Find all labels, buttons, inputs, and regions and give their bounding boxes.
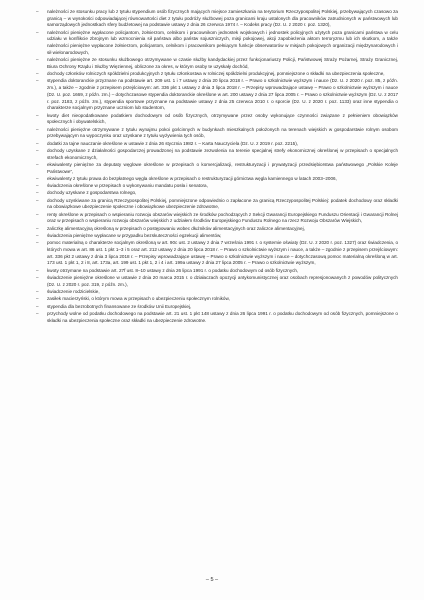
list-item: – świadczenia pieniężne wypłacane w przypadku bezskuteczności egzekucji alimentów, — [36, 233, 398, 240]
list-item: – ekwiwalenty z tytułu prawa do bezpłatnego węgla określone w przepisach o restrukturyzacji górnictwa węgla kamiennego w latach 2003–2006, — [36, 176, 398, 183]
list-item: – należności pieniężne ze stosunku służbowego otrzymywane w czasie służby kandydackiej przez funkcjonariuszy Policji, Państwowej Straży Pożarnej, Straży Granicznej, Biura Ochrony Rządu i Służby Więziennej, obliczone za okres, w którym osoby te uzyskały dochód, — [36, 57, 398, 70]
page-number: – 5 – — [205, 577, 219, 583]
list-item: – zaliczkę alimentacyjną określoną w przepisach o postępowaniu wobec dłużników alimentacyjnych oraz zaliczce alimentacyjnej, — [36, 226, 398, 233]
income-components-list — [36, 9, 398, 324]
list-item: – świadczenie pieniężne określone w ustawie z dnia 20 marca 2015 r. o działaczach opozycji antykomunistycznej oraz osobach represjonowanych z powodów politycznych (Dz. U. z 2020 r. poz. 319, z późn. zm.), — [36, 275, 398, 288]
list-item: – kwoty otrzymane na podstawie art. 27f ust. 8–10 ustawy z dnia 26 lipca 1991 r. o podatku dochodowym od osób fizycznych, — [36, 268, 398, 275]
list-item: – należności pieniężne otrzymywane z tytułu wynajmu pokoi gościnnych w budynkach mieszkalnych położonych na terenach wiejskich w gospodarstwie rolnym osobom przebywającym na wypoczynku oraz uzyskane z tytułu wyżywienia tych osób, — [36, 127, 398, 140]
list-item: – dochody członków rolniczych spółdzielni produkcyjnych z tytułu członkostwa w rolniczej spółdzielni produkcyjnej, pomniejszone o składki na ubezpieczenia społeczne, — [36, 71, 398, 78]
list-item: – świadczenia określone w przepisach o wykonywaniu mandatu posła i senatora, — [36, 183, 398, 190]
list-item: – dochody uzyskane z gospodarstwa rolnego, — [36, 190, 398, 197]
list-item: – dochody uzyskiwane za granicą Rzeczypospolitej Polskiej, pomniejszone odpowiednio o zapłacone za granicą Rzeczypospolitej Polskiej: podatek dochodowy oraz składki na obowiązkowe ubezpieczenie społeczne i obowiązkowe ubezpieczenie zdrowotne, — [36, 198, 398, 211]
list-item: – świadczenie rodzicielskie, — [36, 289, 398, 296]
list-item: – renty określone w przepisach o wspieraniu rozwoju obszarów wiejskich ze środków pochodzących z Sekcji Gwarancji Europejskiego Funduszu Orientacji i Gwarancji Rolnej oraz w przepisach o wspieraniu rozwoju obszarów wiejskich z udziałem środków Europejskiego Funduszu Rolnego na rzecz Rozwoju Obszarów Wiejskich, — [36, 212, 398, 225]
list-item: – dochody uzyskane z działalności gospodarczej prowadzonej na podstawie zezwolenia na terenie specjalnej strefy ekonomicznej określonej w przepisach o specjalnych strefach ekonomicznych, — [36, 148, 398, 161]
list-item: – przychody wolne od podatku dochodowego na podstawie art. 21 ust. 1 pkt 148 ustawy z dnia 26 lipca 1991 r. o podatku dochodowym od osób fizycznych, pomniejszone o składki na ubezpieczenia społeczne oraz składki na ubezpieczenie zdrowotne. — [36, 311, 398, 324]
list-item: – należności ze stosunku pracy lub z tytułu stypendium osób fizycznych mających miejsce zamieszkania na terytorium Rzeczypospolitej Polskiej, przebywających czasowo za granicą – w wysokości odpowiadającej równowartości diet z tytułu podróży służbowej poza granicami kraju ustalonych dla pracowników zatrudnionych w państwowych lub samorządowych jednostkach sfery budżetowej na podstawie ustawy z dnia 26 czerwca 1974 r. – Kodeks pracy (Dz. U. z 2020 r. poz. 1320), — [36, 9, 398, 29]
list-item: – stypendia doktoranckie przyznane na podstawie art. 209 ust. 1 i 7 ustawy z dnia 20 lipca 2018 r. – Prawo o szkolnictwie wyższym i nauce (Dz. U. z 2020 r. poz. 85, z późn. zm.), a także – zgodnie z przepisem przejściowym: art. 336 pkt 1 ustawy z dnia 3 lipca 2018 r. – Przepisy wprowadzające ustawę – Prawo o szkolnictwie wyższym i nauce (Dz. U. poz. 1669, z późn. zm.) – dotychczasowe stypendia doktoranckie określone w art. 200 ustawy z dnia 27 lipca 2005 r. – Prawo o szkolnictwie wyższym (Dz. U. z 2017 r. poz. 2183, z późn. zm.), stypendia sportowe przyznane na podstawie ustawy z dnia 25 czerwca 2010 r. o sporcie (Dz. U. z 2020 r. poz. 1133) oraz inne stypendia o charakterze socjalnym przyznane uczniom lub studentom, — [36, 78, 398, 112]
list-item: – stypendia dla bezrobotnych finansowane ze środków Unii Europejskiej, — [36, 304, 398, 311]
list-item: – zasiłek macierzyński, o którym mowa w przepisach o ubezpieczeniu społecznym rolników, — [36, 296, 398, 303]
list-item: – dodatki za tajne nauczanie określone w ustawie z dnia 26 stycznia 1982 r. – Karta Nauczyciela (Dz. U. z 2019 r. poz. 2215), — [36, 141, 398, 148]
list-item: – należności pieniężne wypłacone policjantom, żołnierzom, celnikom i pracownikom jednostek wojskowych i jednostek policyjnych użytych poza granicami państwa w celu udziału w konflikcie zbrojnym lub wzmocnienia sił państwa albo państw sojuszniczych, misji pokojowej, akcji zapobieżenia aktom terroryzmu lub ich skutkom, a także należności pieniężne wypłacone żołnierzom, policjantom, celnikom i pracownikom pełniącym funkcje obserwatorów w misjach pokojowych organizacji międzynarodowych i sił wielonarodowych, — [36, 30, 398, 57]
list-item: – ekwiwalenty pieniężne za deputaty węglowe określone w przepisach o komercjalizacji, restrukturyzacji i prywatyzacji przedsiębiorstwa państwowego „Polskie Koleje Państwowe”, — [36, 162, 398, 175]
list-item: – pomoc materialną o charakterze socjalnym określoną w art. 90c ust. 2 ustawy z dnia 7 września 1991 r. o systemie oświaty (Dz. U. z 2020 r. poz. 1327) oraz świadczenia, o których mowa w art. 86 ust. 1 pkt 1–3 i 5 oraz art. 212 ustawy z dnia 20 lipca 2018 r. – Prawo o szkolnictwie wyższym i nauce, a także – zgodnie z przepisem przejściowym: art. 336 pkt 2 ustawy z dnia 3 lipca 2018 r. – Przepisy wprowadzające ustawę – Prawo o szkolnictwie wyższym i nauce – dotychczasową pomoc materialną określoną w art. 173 ust. 1 pkt 1, 2 i 8, art. 173a, art. 199 ust. 1 pkt 1, 2 i 4 i art. 199a ustawy z dnia 27 lipca 2005 r. – Prawo o szkolnictwie wyższym, — [36, 240, 398, 267]
document-body — [36, 9, 398, 325]
list-item: – kwoty diet nieopodatkowane podatkiem dochodowym od osób fizycznych, otrzymywane przez osoby wykonujące czynności związane z pełnieniem obowiązków społecznych i obywatelskich, — [36, 113, 398, 126]
